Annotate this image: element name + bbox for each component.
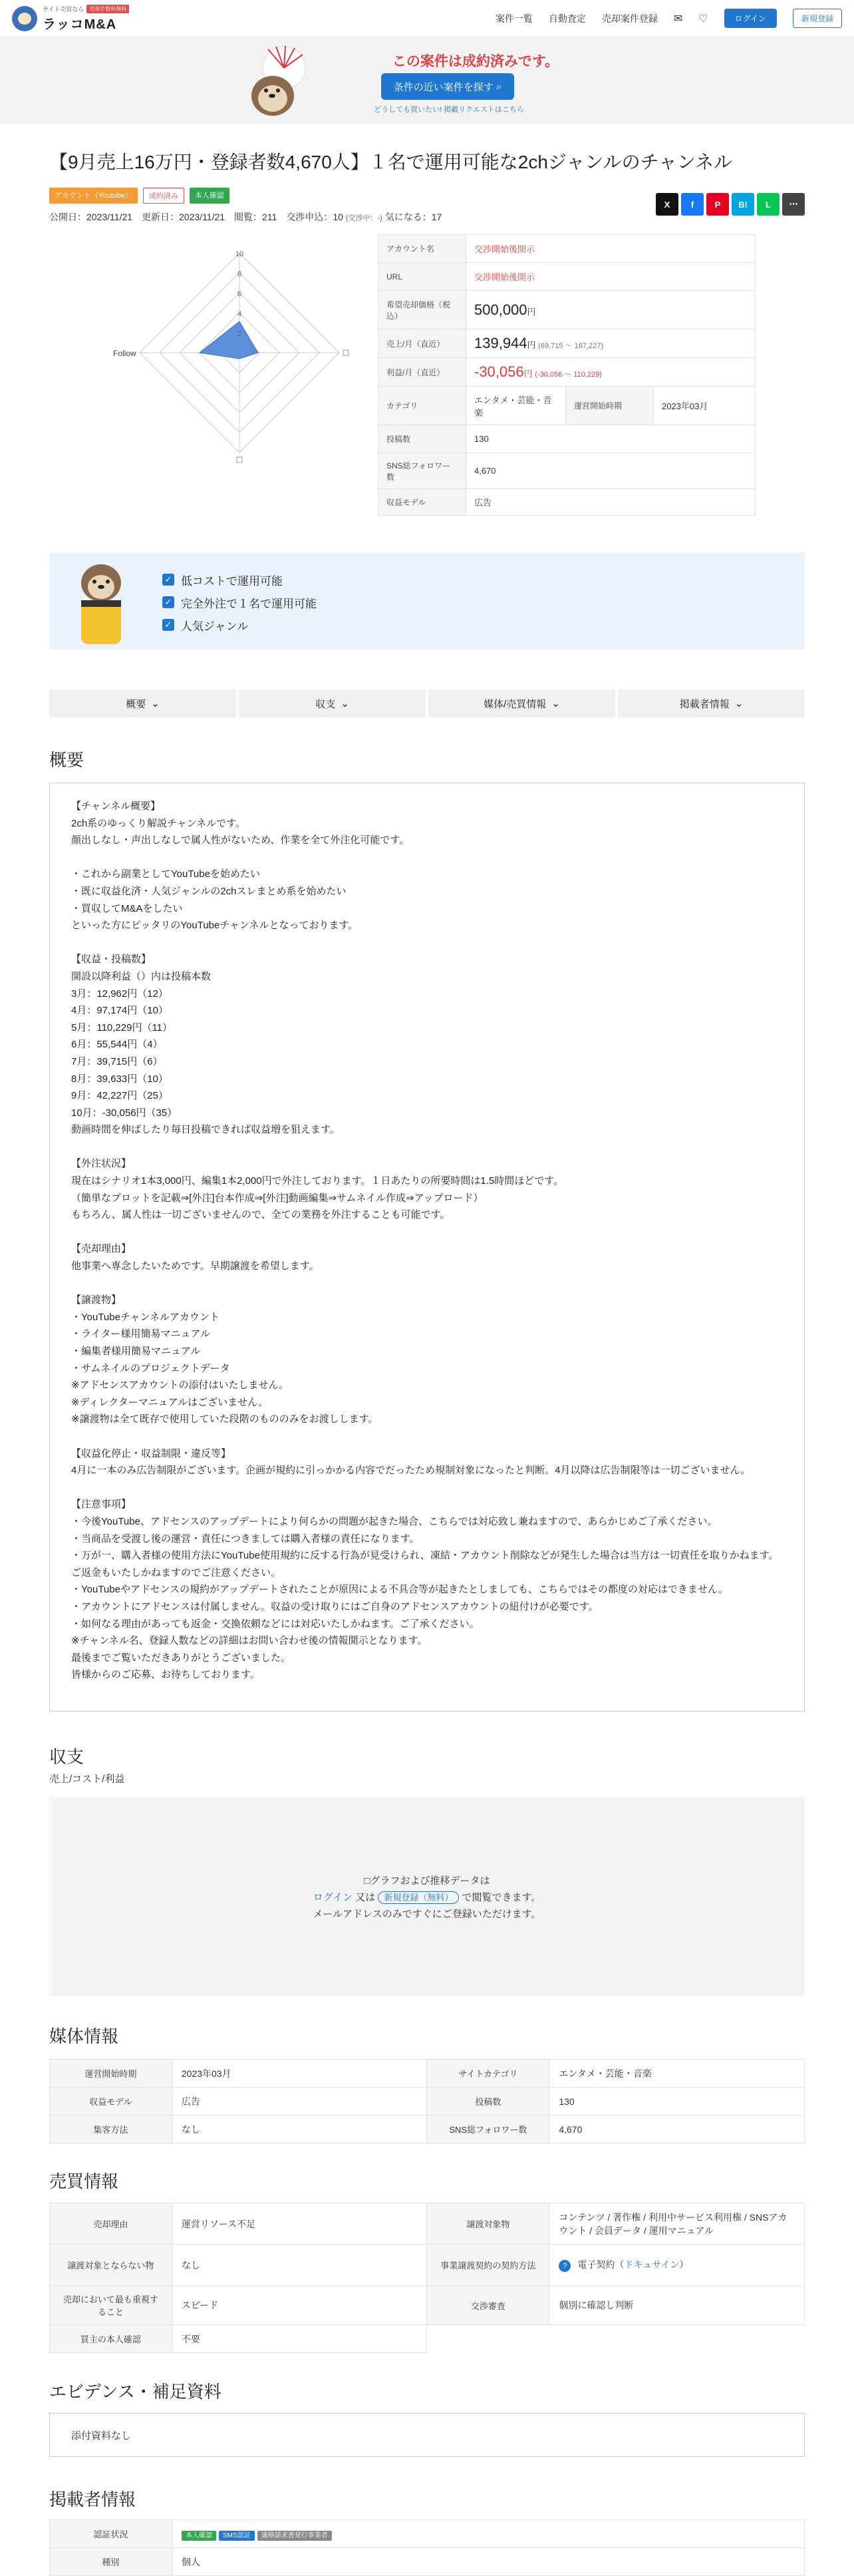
feature-label: 完全外注で１名で運用可能 — [181, 597, 317, 610]
spec-key: URL — [378, 263, 466, 291]
site-logo[interactable] — [12, 5, 129, 33]
radar-tick-8: 8 — [237, 270, 242, 278]
media-value: 130 — [549, 2088, 805, 2116]
site-header — [0, 0, 854, 37]
spec-price-unit: 円 — [527, 306, 536, 317]
media-value: 広告 — [172, 2088, 427, 2116]
tab-label: 収支 — [315, 698, 336, 710]
evidence-text: 添付資料なし — [71, 2430, 132, 2442]
spec-posts-value: 130 — [466, 425, 756, 453]
media-key: 運営開始時期 — [50, 2060, 172, 2088]
nav-auto-appraisal[interactable]: 自動査定 — [548, 13, 586, 24]
chevron-down-icon: ⌄ — [341, 698, 349, 709]
media-key: サイトカテゴリ — [427, 2060, 549, 2088]
logo-subtitle: サイト売買なら — [43, 5, 84, 13]
media-key: 投稿数 — [427, 2088, 549, 2116]
badge-invoice: 適格請求書発行事業者 — [257, 2531, 332, 2541]
radar-tick-10: 10 — [235, 250, 244, 258]
media-table — [49, 2059, 805, 2143]
feature-box — [49, 552, 805, 649]
balance-or: 又は — [355, 1891, 376, 1903]
balance-line3: メールアドレスのみですぐにご登録いただけます。 — [313, 1908, 541, 1920]
sold-title: この案件は成約済みです。 — [392, 54, 559, 69]
spec-start-value: 2023年03月 — [654, 387, 756, 425]
spec-key: 収益モデル — [378, 489, 466, 516]
tab-overview[interactable] — [49, 689, 236, 717]
balance-line2-tail: で閲覧できます。 — [462, 1891, 541, 1903]
section-tabs — [49, 689, 805, 717]
spec-account-value: 交渉開始後開示 — [466, 235, 756, 263]
spec-sales-unit: 円 — [527, 340, 536, 350]
badge-sms: SMS認証 — [219, 2531, 255, 2541]
search-similar-button[interactable] — [381, 73, 514, 100]
nav-sell-register[interactable]: 売却案件登録 — [601, 13, 658, 24]
radar-tick-2: 2 — [237, 330, 242, 338]
spec-category-value: エンタメ・芸能・音楽 — [466, 387, 566, 425]
tab-label: 概要 — [126, 698, 146, 710]
page-title: 【9月売上16万円・登録者数4,670人】１名で運用可能な2chジャンルのチャンネル — [49, 152, 732, 172]
nav-listings[interactable]: 案件一覧 — [495, 13, 533, 24]
share-buttons — [656, 193, 805, 216]
search-similar-label: 条件の近い案件を探す — [393, 81, 494, 93]
media-key: SNS総フォロワー数 — [427, 2116, 549, 2143]
media-value: なし — [172, 2116, 427, 2143]
spec-price-value: 500,000 — [474, 301, 527, 318]
help-icon[interactable]: ? — [559, 2260, 571, 2272]
chevron-down-icon: ⌄ — [151, 698, 160, 709]
media-key: 収益モデル — [50, 2088, 172, 2116]
trade-reason-value: 運営リソース不足 — [172, 2203, 427, 2245]
tab-label: 掲載者情報 — [679, 698, 730, 710]
check-icon: ✓ — [162, 619, 174, 631]
lock-icon: □ — [364, 1875, 370, 1887]
share-more-button[interactable]: ⋯ — [782, 193, 805, 216]
spec-profit-unit: 円 — [523, 369, 533, 379]
radar-tick-6: 6 — [237, 290, 242, 298]
feature-item — [162, 591, 317, 614]
trade-priority-value: スピード — [172, 2286, 427, 2325]
badge-identity: 本人確認 — [182, 2531, 216, 2541]
media-value: 2023年03月 — [172, 2060, 427, 2088]
tag-account-type[interactable]: アカウント（Youtube） — [49, 188, 138, 204]
signup-button[interactable]: 新規登録 — [793, 9, 842, 28]
overview-heading: 概要 — [49, 750, 84, 770]
trade-target-value: コンテンツ / 著作権 / 利用中サービス利用権 / SNSアカウント / 会員データ / 運用マニュアル — [549, 2203, 805, 2245]
share-pinterest-button[interactable]: P — [706, 193, 729, 216]
overview-text: 【チャンネル概要】 2ch系のゆっくり解説チャンネルです。 顔出しなし・声出しなしで属人性がないため、作業を全て外注化可能です。 ・これから副業としてYouTubeを始めたい ・既に収益化済・人気ジャンルの2chスレまとめ系を始めたい ・買収してM&Aをしたい といった方にピッタリのYouTubeチャンネルとなっております。 【収益・投稿数】 開設以降利益（）内は投稿本数 3月：12,962円（12） 4月：97,174円（10） 5月：110,229円（11） 6月：55,544円（4） 7月：39,715円（6） 8月：39,633円（10） 9月：42,227円（25） 10月：-30,056円（35） 動画時間を伸ばしたり毎日投稿できれば収益増を狙えます。 【外注状況】 現在はシナリオ1本3,000円、編集1本2,000円で外注しております。１日あたりの所要時間は1.5時間ほどです。 （簡単なプロットを記載⇒[外注]台本作成⇒[外注]動画編集⇒サムネイル作成⇒アップロード） もちろん、属人性は一切ございませんので、全ての業務を外注することも可能です。 【売却理由】 他事業へ専念したいためです。早期譲渡を希望します。 【譲渡物】 ・YouTubeチャンネルアカウント ・ライター様用簡易マニュアル ・編集者様用簡易マニュアル ・サムネイルのプロジェクトデータ ※アドセンスアカウントの添付はいたしません。 ※ディレクターマニュアルはございません。 ※譲渡物は全て既存で使用していた段階のもののみをお渡しします。 【収益化停止・収益制限・違反等】 4月に一本のみ広告制限がございます。企画が規約に引っかかる内容でだったため規制対象になったと判断。4月以降は広告制限等は一切ございません。 【注意事項】 ・今後YouTube、アドセンスのアップデートにより何らかの問題が起きた場合、こちらでは対応致し兼ねますので、あらかじめご了承ください。 ・当商品を受渡し後の運営・責任につきましては購入者様の責任になります。 ・万が一、購入者様の使用方法にYouTube使用規約に反する行為が見受けられ、凍結・アカウント削除などが発生した場合は当方は一切責任を取りかねます。ご返金もいたしかねますのでご注意ください。 ・YouTubeやアドセンスの規約がアップデートされたことが原因による不具合等が起きたとしましても、こちらではその都度の対応はできません。 ・アカウントにアドセンスは付属しません。収益の受け取りにはご自身のアドセンスアカウントの紐付けが必要です。 ・如何なる理由があっても返金・交換依頼などには対応いたしかねます。ご了承ください。 ※チャンネル名、登録人数などの詳細はお問い合わせ後の情報開示となります。 最後までご覧いただきありがとうございました。 皆様からのご応募、お待ちしております。 — [49, 783, 805, 1712]
balance-heading: 収支 — [49, 1747, 84, 1767]
spec-key: アカウント名 — [378, 235, 466, 263]
tag-identity-verified: 本人確認 — [190, 188, 229, 204]
poster-table — [49, 2519, 805, 2576]
tab-media-trade[interactable] — [428, 689, 615, 717]
radar-chart — [106, 236, 372, 469]
trade-table — [49, 2203, 805, 2353]
feature-item — [162, 568, 317, 591]
share-x-button[interactable]: X — [656, 193, 678, 216]
trade-buyer-value: 不要 — [172, 2325, 427, 2353]
radar-label-bottom-icon — [237, 457, 242, 462]
trade-key: 交渉審査 — [427, 2286, 549, 2325]
trade-key: 譲渡対象物 — [427, 2203, 549, 2245]
trade-key: 事業譲渡契約の契約方法 — [427, 2245, 549, 2286]
login-button[interactable]: ログイン — [724, 9, 777, 28]
radar-value-area — [200, 321, 258, 359]
trade-key: 売却において最も重視すること — [50, 2286, 172, 2325]
media-value: エンタメ・芸能・音楽 — [549, 2060, 805, 2088]
media-value: 4,670 — [549, 2116, 805, 2143]
spec-key: SNS総フォロワー数 — [378, 453, 466, 489]
check-icon: ✓ — [162, 596, 174, 608]
share-facebook-button[interactable]: f — [681, 193, 704, 216]
trade-contract-end: ） — [679, 2259, 689, 2270]
feature-item — [162, 614, 317, 636]
spec-model-value: 広告 — [466, 489, 756, 516]
spec-sns-value: 4,670 — [466, 453, 756, 489]
spec-sales-value: 139,944 — [474, 335, 527, 351]
chevron-down-icon: ⌄ — [734, 698, 744, 709]
poster-key: 種別 — [50, 2548, 172, 2576]
share-line-button[interactable]: L — [757, 193, 780, 216]
poster-kind-value: 個人 — [172, 2548, 805, 2576]
spec-url-value: 交渉開始後開示 — [466, 263, 756, 291]
tab-poster[interactable] — [618, 689, 805, 717]
radar-tick-4: 4 — [237, 310, 242, 318]
evidence-box — [49, 2413, 805, 2457]
logo-name: ラッコM&A — [43, 17, 117, 32]
spec-key: 運営開始時期 — [566, 387, 654, 425]
trade-heading: 売買情報 — [49, 2171, 119, 2191]
media-key: 集客方法 — [50, 2116, 172, 2143]
media-heading: 媒体情報 — [49, 2026, 119, 2046]
balance-subtitle: 売上/コスト/利益 — [49, 1773, 125, 1785]
feature-list — [162, 568, 317, 636]
poster-key: 認証状況 — [50, 2520, 172, 2548]
evidence-heading: エビデンス・補足資料 — [49, 2382, 221, 2402]
favorite-icon[interactable]: ♡ — [698, 13, 708, 25]
rakko-logo-icon — [12, 6, 37, 31]
spec-key: 売上/月（直近） — [378, 329, 466, 358]
search-icon: ⌕ — [496, 81, 502, 92]
balance-signup-link[interactable]: 新規登録（無料） — [378, 1891, 459, 1904]
logo-badge: 売却手数料無料 — [86, 5, 129, 13]
tab-label: 媒体/売買情報 — [484, 698, 547, 710]
trade-judge-value: 個別に確認し判断 — [549, 2286, 805, 2325]
radar-label-right-icon — [343, 350, 349, 355]
trade-key: 買主の本人確認 — [50, 2325, 172, 2353]
spec-key: 利益/月（直近） — [378, 358, 466, 387]
share-hatena-button[interactable]: B! — [732, 193, 754, 216]
listing-request-link[interactable]: どうしても買いたい! 掲載リクエストはこちら — [374, 106, 524, 114]
docusign-link[interactable]: ドキュサイン — [624, 2259, 680, 2270]
trade-excluded-value: なし — [172, 2245, 427, 2286]
chevron-down-icon: ⌄ — [551, 698, 560, 709]
otter-baseball-icon — [61, 558, 141, 648]
radar-label-follow: Follow — [113, 349, 136, 358]
spec-profit-range: (-30,056 〜 110,229) — [535, 371, 602, 379]
spec-table — [378, 234, 756, 516]
trade-contract-value: 電子契約（ — [577, 2259, 625, 2270]
spec-sales-range: (69,715 〜 167,227) — [538, 342, 604, 350]
trade-key: 売却理由 — [50, 2203, 172, 2245]
tag-sold: 成約済み — [143, 188, 184, 204]
sold-banner — [0, 37, 854, 124]
balance-login-link[interactable]: ログイン — [313, 1891, 353, 1903]
spec-key: 希望売却価格（税込） — [378, 291, 466, 329]
tab-balance[interactable] — [239, 689, 426, 717]
listing-meta-negotiating: (交渉中：-) — [345, 214, 382, 222]
notification-icon[interactable]: ✉ — [673, 13, 683, 25]
listing-meta: 公開日：2023/11/21 更新日：2023/11/21 閲覧：211 交渉申込：10 — [49, 212, 343, 222]
balance-line1: グラフおよび推移データは — [370, 1875, 490, 1887]
spec-key: カテゴリ — [378, 387, 466, 425]
spec-key: 投稿数 — [378, 425, 466, 453]
trade-key: 譲渡対象とならない物 — [50, 2245, 172, 2286]
poster-heading: 掲載者情報 — [49, 2489, 136, 2509]
listing-favorites: 気になる：17 — [384, 212, 442, 222]
check-icon: ✓ — [162, 574, 174, 586]
spec-profit-value: -30,056 — [474, 363, 524, 380]
feature-label: 人気ジャンル — [181, 620, 249, 633]
feature-label: 低コストで運用可能 — [181, 574, 283, 588]
balance-graph-placeholder — [49, 1797, 805, 1996]
